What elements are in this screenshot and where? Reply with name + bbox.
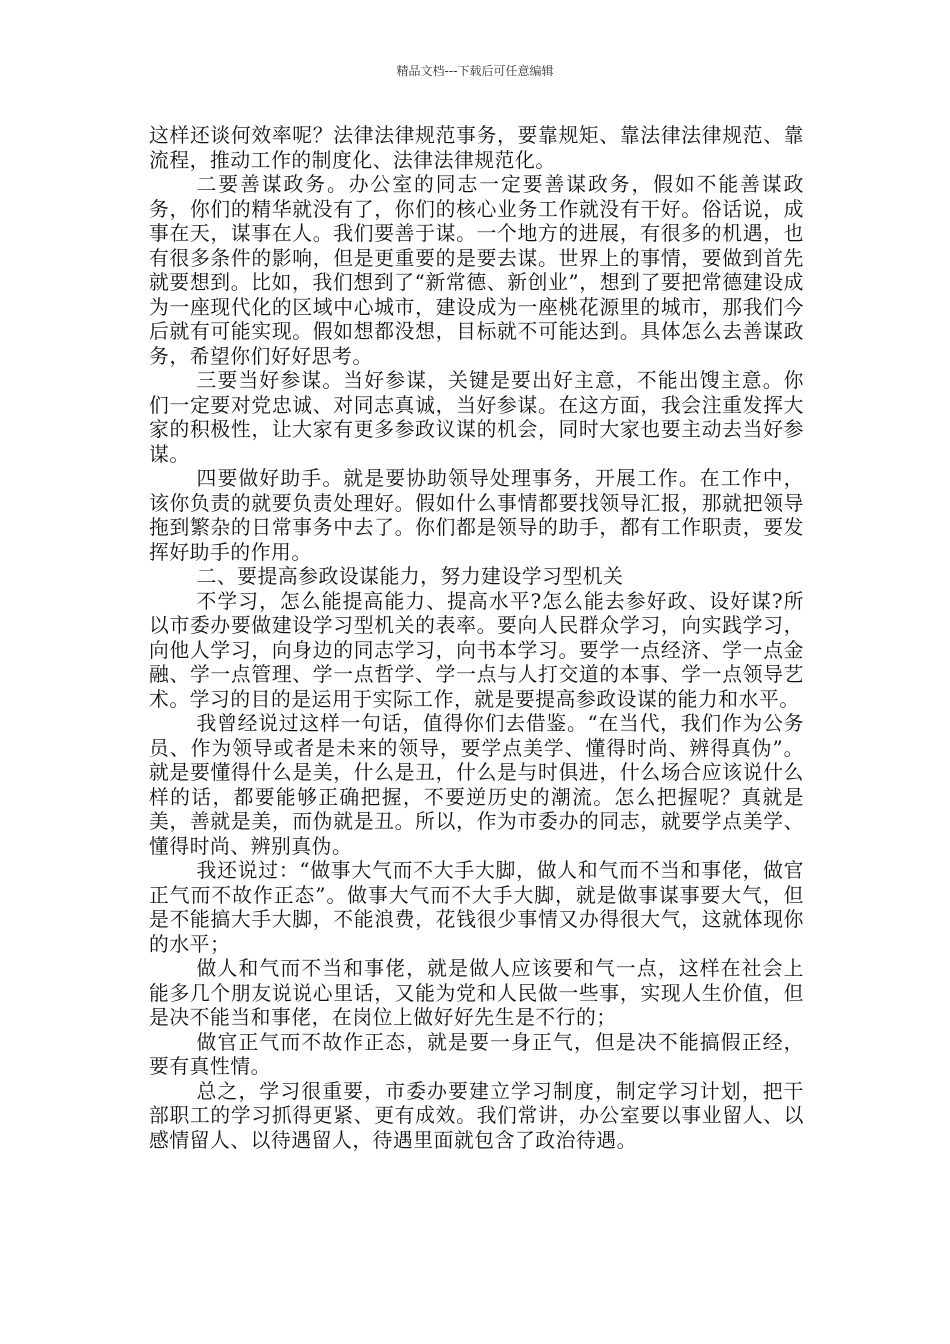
paragraph: 我还说过：“做事大气而不大手大脚，做人和气而不当和事佬，做官正气而不故作正态”。做事大气而不大手大脚，就是做事谋事要大气，但是不能搞大手大脚，不能浪费，花钱很少事情又办得很大气，这就体现你的水平； [149,859,804,956]
paragraph: 做官正气而不故作正态，就是要一身正气，但是决不能搞假正经，要有真性情。 [149,1030,804,1078]
paragraph: 二要善谋政务。办公室的同志一定要善谋政务，假如不能善谋政务，你们的精华就没有了，你们的核心业务工作就没有干好。俗话说，成事在天，谋事在人。我们要善于谋。一个地方的进展，有很多的机遇，也有很多条件的影响，但是更重要的是要去谋。世界上的事情，要做到首先就要想到。比如，我们想到了“新常德、新创业”，想到了要把常德建设成为一座现代化的区域中心城市，建设成为一座桃花源里的城市，那我们今后就有可能实现。假如想都没想，目标就不可能达到。具体怎么去善谋政务，希望你们好好思考。 [149,173,804,368]
section-heading: 二、要提高参政设谋能力，努力建设学习型机关 [196,565,624,588]
page-header: 精品文档---下载后可任意编辑 [396,64,554,78]
paragraph: 四要做好助手。就是要协助领导处理事务，开展工作。在工作中，该你负责的就要负责处理好。假如什么事情都要找领导汇报，那就把领导拖到繁杂的日常事务中去了。你们都是领导的助手，都有工作职责，要发挥好助手的作用。 [149,467,804,564]
document-body [149,124,804,1153]
paragraph: 总之，学习很重要，市委办要建立学习制度，制定学习计划，把干部职工的学习抓得更紧、更有成效。我们常讲，办公室要以事业留人、以感情留人、以待遇留人，待遇里面就包含了政治待遇。 [149,1079,804,1152]
paragraph: 三要当好参谋。当好参谋，关键是要出好主意，不能出馊主意。你们一定要对党忠诚、对同志真诚，当好参谋。在这方面，我会注重发挥大家的积极性，让大家有更多参政议谋的机会，同时大家也要主动去当好参谋。 [149,369,804,466]
paragraph: 不学习，怎么能提高能力、提高水平?怎么能去参好政、设好谋?所以市委办要做建设学习型机关的表率。要向人民群众学习，向实践学习，向他人学习，向身边的同志学习，向书本学习。要学一点经济、学一点金融、学一点管理、学一点哲学、学一点与人打交道的本事、学一点领导艺术。学习的目的是运用于实际工作，就是要提高参政设谋的能力和水平。 [149,589,804,711]
paragraph: 我曾经说过这样一句话，值得你们去借鉴。“在当代，我们作为公务员、作为领导或者是未来的领导，要学点美学、懂得时尚、辨得真伪”。就是要懂得什么是美，什么是丑，什么是与时俱进，什么场合应该说什么样的话，都要能够正确把握，不要逆历史的潮流。怎么把握呢？真就是美，善就是美，而伪就是丑。所以，作为市委办的同志，就要学点美学、懂得时尚、辨别真伪。 [149,712,804,858]
paragraph: 这样还谈何效率呢？法律法律规范事务，要靠规矩、靠法律法律规范、靠流程，推动工作的制度化、法律法律规范化。 [149,124,804,172]
paragraph: 做人和气而不当和事佬，就是做人应该要和气一点，这样在社会上能多几个朋友说说心里话，又能为党和人民做一些事，实现人生价值，但是决不能当和事佬，在岗位上做好好先生是不行的； [149,957,804,1029]
